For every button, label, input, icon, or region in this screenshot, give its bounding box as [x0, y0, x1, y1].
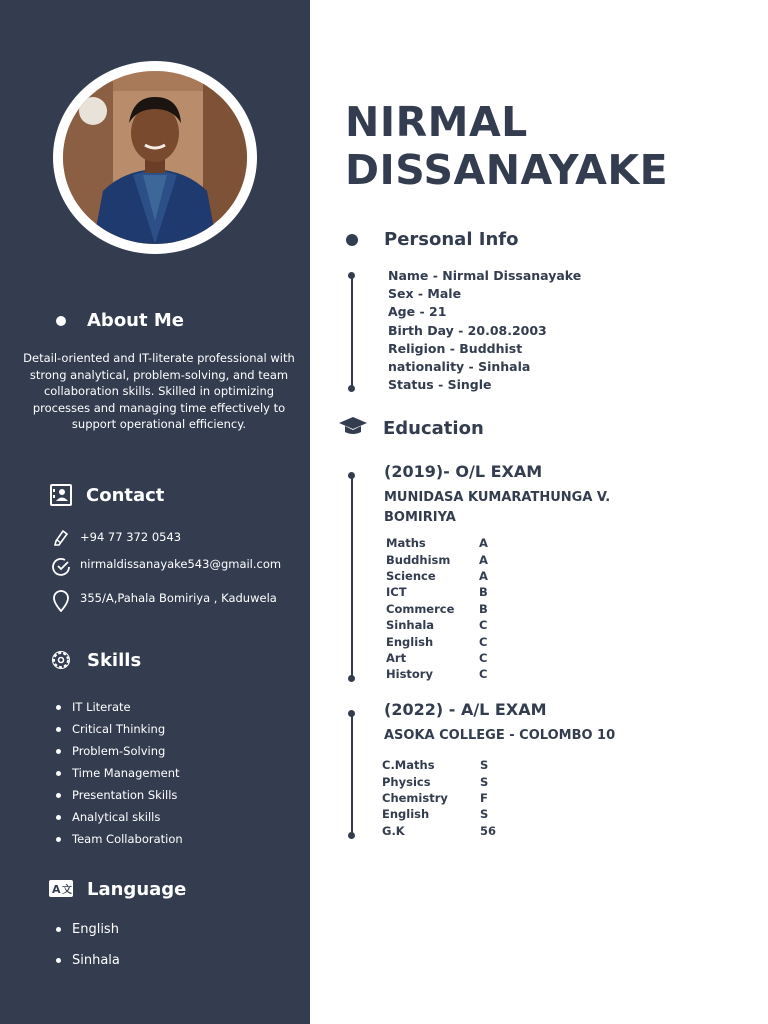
svg-text:文: 文: [62, 885, 72, 896]
skills-heading: Skills: [48, 648, 141, 672]
avatar: [53, 61, 257, 254]
table-row: Art C: [386, 650, 488, 665]
list-item: English: [56, 914, 120, 945]
personal-info-heading: Personal Info: [346, 229, 518, 250]
about-heading: About Me: [56, 310, 184, 331]
table-row: Sinhala C: [386, 618, 488, 633]
sidebar: [0, 0, 310, 1024]
list-item: Time Management: [56, 762, 183, 784]
table-row: G.K 56: [382, 823, 497, 838]
table-row: English S: [382, 807, 489, 822]
bullet-icon: [346, 234, 358, 246]
al-school: ASOKA COLLEGE - COLOMBO 10: [384, 728, 616, 743]
ol-exam-title: (2019)- O/L EXAM: [384, 462, 543, 481]
contact-phone[interactable]: +94 77 372 0543: [48, 529, 300, 547]
timeline-dot: [348, 832, 355, 839]
contact-email[interactable]: nirmaldissanayake543@gmail.com: [48, 556, 300, 578]
list-item: nationality - Sinhala: [388, 359, 531, 375]
gear-icon: [48, 648, 74, 672]
contact-heading: Contact: [48, 483, 164, 507]
table-row: Buddhism A: [386, 552, 488, 567]
personal-info-list: [388, 267, 581, 394]
timeline-dot: [348, 272, 355, 279]
ol-grades-table: [386, 535, 488, 683]
list-item: Team Collaboration: [56, 828, 183, 850]
table-row: ICT B: [386, 585, 488, 600]
ol-school: MUNIDASA KUMARATHUNGA V. BOMIRIYA: [384, 490, 611, 525]
al-exam-title: (2022) - A/L EXAM: [384, 700, 547, 719]
timeline-dot: [348, 472, 355, 479]
language-icon: [48, 877, 74, 901]
al-grades-table: [382, 757, 496, 839]
list-item: Sex - Male: [388, 286, 462, 302]
timeline-line: [351, 275, 353, 389]
list-item: Analytical skills: [56, 806, 183, 828]
list-item: Sinhala: [56, 945, 120, 976]
language-heading: A 文 Language: [48, 877, 186, 901]
language-list: [56, 914, 120, 976]
contact-card-icon: [48, 483, 74, 507]
education-heading: Education: [338, 416, 484, 441]
timeline-line: [351, 714, 353, 836]
skills-list: [56, 696, 183, 850]
table-row: Physics S: [382, 774, 489, 789]
list-item: IT Literate: [56, 696, 183, 718]
table-row: History C: [386, 667, 488, 682]
location-icon: [48, 590, 74, 612]
page-title: NIRMAL DISSANAYAKE: [345, 98, 669, 194]
list-item: Age - 21: [388, 304, 447, 320]
phone-icon: [48, 529, 74, 547]
contact-address: 355/A,Pahala Bomiriya , Kaduwela: [48, 590, 300, 612]
list-item: Birth Day - 20.08.2003: [388, 322, 547, 338]
bullet-icon: [56, 316, 66, 326]
table-row: English C: [386, 634, 488, 649]
list-item: Problem-Solving: [56, 740, 183, 762]
timeline-dot: [348, 675, 355, 682]
list-item: Name - Nirmal Dissanayake: [388, 268, 582, 283]
table-row: Science A: [386, 568, 488, 583]
graduation-cap-icon: [338, 416, 368, 441]
svg-text:A: A: [52, 883, 61, 896]
list-item: Presentation Skills: [56, 784, 183, 806]
table-row: Maths A: [386, 536, 488, 551]
profile-photo: [63, 71, 247, 244]
list-item: Critical Thinking: [56, 718, 183, 740]
table-row: Chemistry F: [382, 790, 488, 805]
table-row: Commerce B: [386, 601, 488, 616]
timeline-dot: [348, 385, 355, 392]
timeline-dot: [348, 710, 355, 717]
list-item: Religion - Buddhist: [388, 340, 523, 356]
timeline-line: [351, 476, 353, 678]
email-icon: [48, 556, 74, 578]
table-row: C.Maths S: [382, 758, 489, 773]
about-text: Detail-oriented and IT-literate professional with strong analytical, problem-solving, and team collaboration skills. Skilled in optimizing processes and managing time effectively to support operational efficiency.: [23, 351, 295, 432]
list-item: Status - Single: [388, 377, 492, 393]
